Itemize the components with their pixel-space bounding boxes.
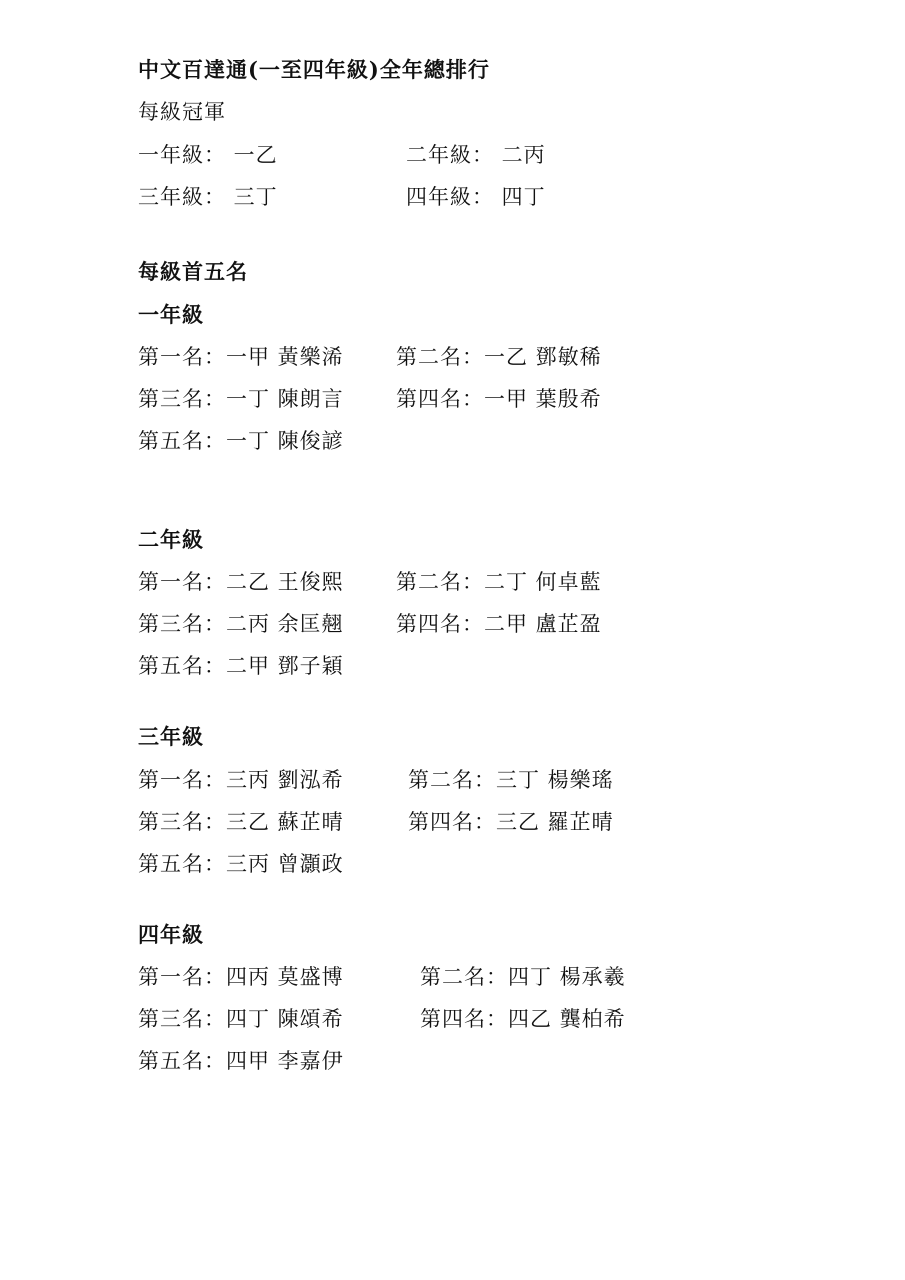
rank-entry: 第四名：二甲 盧芷盈 [396, 612, 602, 636]
rank-entry: 第三名：三乙 蘇芷晴 [138, 810, 344, 834]
rank-entry: 第四名：四乙 龔柏希 [420, 1007, 626, 1031]
rank-entry: 第二名：二丁 何卓藍 [396, 570, 602, 594]
rank-entry: 第二名：四丁 楊承羲 [420, 965, 626, 989]
rank-entry: 第五名：一丁 陳俊諺 [138, 429, 344, 453]
champion-grade-3: 三年級： 三丁 [138, 185, 278, 209]
rank-entry: 第二名：一乙 鄧敏稀 [396, 345, 602, 369]
champions-heading: 每級冠軍 [138, 100, 226, 124]
rank-entry: 第五名：四甲 李嘉伊 [138, 1049, 344, 1073]
rank-entry: 第一名：三丙 劉泓希 [138, 768, 344, 792]
rank-entry: 第二名：三丁 楊樂瑤 [408, 768, 614, 792]
rank-entry: 第三名：一丁 陳朗言 [138, 387, 344, 411]
rank-entry: 第一名：四丙 莫盛博 [138, 965, 344, 989]
rank-entry: 第五名：二甲 鄧子穎 [138, 654, 344, 678]
rank-entry: 第五名：三丙 曾灝政 [138, 852, 344, 876]
rank-entry: 第一名：二乙 王俊熙 [138, 570, 344, 594]
rank-entry: 第一名：一甲 黃樂浠 [138, 345, 344, 369]
rank-entry: 第四名：三乙 羅芷晴 [408, 810, 614, 834]
champion-grade-1: 一年級： 一乙 [138, 143, 278, 167]
grade-3-heading: 三年級 [138, 724, 204, 749]
top-five-heading: 每級首五名 [138, 259, 248, 284]
rank-entry: 第三名：二丙 余匡翹 [138, 612, 344, 636]
rank-entry: 第四名：一甲 葉殷希 [396, 387, 602, 411]
champion-grade-2: 二年級： 二丙 [406, 143, 546, 167]
grade-4-heading: 四年級 [138, 922, 204, 947]
page-title: 中文百達通(一至四年級)全年總排行 [138, 57, 490, 82]
grade-2-heading: 二年級 [138, 527, 204, 552]
rank-entry: 第三名：四丁 陳頌希 [138, 1007, 344, 1031]
champion-grade-4: 四年級： 四丁 [406, 185, 546, 209]
grade-1-heading: 一年級 [138, 302, 204, 327]
